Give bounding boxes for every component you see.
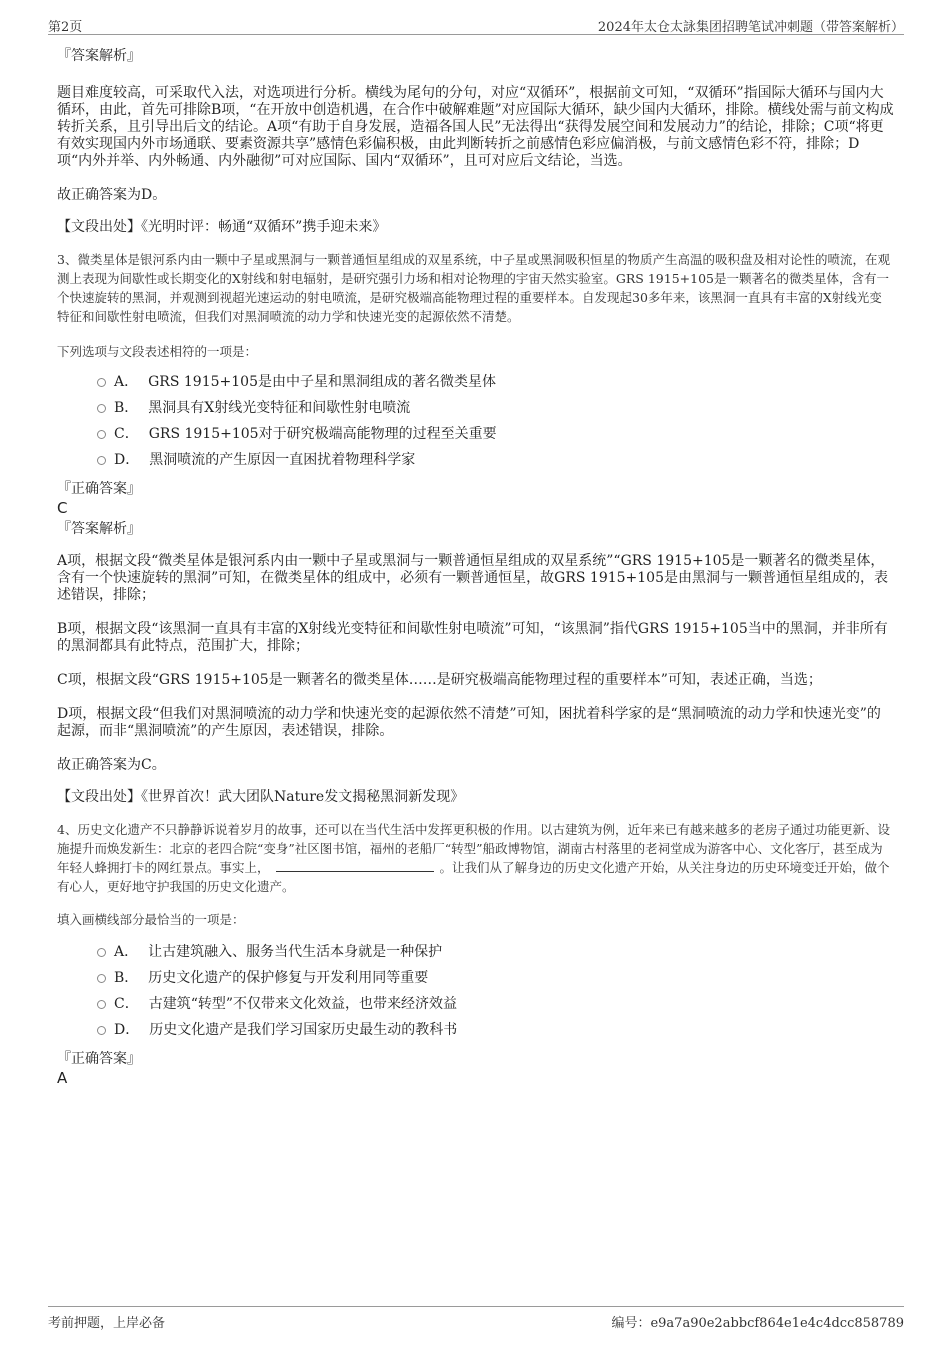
page-header (48, 14, 904, 35)
q2-analysis: 题目难度较高，可采取代入法，对选项进行分析。横线为尾句的分句，对应“双循环”，根据前文可知，“双循环”指国际大循环与国内大循环，由此，首先可排除B项，“在开放中创造机遇，在合作中破解难题”对应国际大循环，缺少国内大循环，排除。横线处需与前文构成转折关系，且引导出后文的结论。A项“有助于自身发展，造福各国人民”无法得出“获得发展空间和发展动力”的结论，排除；C项“将更有效实现国内外市场通联、要素资源共享”感情色彩偏积极，由此判断转折之前感情色彩应偏消极，与前文感情色彩不符，排除；D项“内外并举、内外畅通、内外融彻”可对应国际、国内“双循环”，且可对应后文结论，当选。 (57, 85, 894, 169)
radio-button-icon[interactable] (97, 1026, 106, 1035)
option-text: 黑洞具有X射线光变特征和间歇性射电喷流 (148, 400, 411, 416)
q4-options (97, 939, 894, 1043)
q4-option-b[interactable]: B． 历史文化遗产的保护修复与开发利用同等重要 (97, 965, 894, 991)
q3-analysis-tag: 『答案解析』 (57, 521, 141, 537)
radio-button-icon[interactable] (97, 948, 106, 957)
option-text: 黑洞喷流的产生原因一直困扰着物理科学家 (149, 452, 416, 468)
page-number: 第2页 (48, 20, 83, 35)
option-text: GRS 1915+105对于研究极端高能物理的过程至关重要 (148, 426, 497, 442)
footer-slogan: 考前押题，上岸必备 (48, 1316, 166, 1331)
q3-analysis-b: B项，根据文段“该黑洞一直具有丰富的X射线光变特征和间歇性射电喷流”可知，“该黑洞”指代GRS 1915+105当中的黑洞，并非所有的黑洞都具有此特点，范围扩大，排除； (57, 621, 888, 654)
option-text: 让古建筑融入、服务当代生活本身就是一种保护 (148, 944, 443, 960)
q3-answer-tag: 『正确答案』 (57, 481, 141, 497)
radio-button-icon[interactable] (97, 430, 106, 439)
radio-button-icon[interactable] (97, 1000, 106, 1009)
radio-button-icon[interactable] (97, 974, 106, 983)
q3-option-d[interactable]: D． 黑洞喷流的产生原因一直困扰着物理科学家 (97, 447, 894, 473)
q4-prompt: 填入画横线部分最恰当的一项是： (57, 912, 245, 927)
radio-button-icon[interactable] (97, 456, 106, 465)
q3-option-b[interactable]: B． 黑洞具有X射线光变特征和间歇性射电喷流 (97, 395, 894, 421)
q4-answer: A (57, 1069, 68, 1087)
q3-analysis-a: A项，根据文段“微类星体是银河系内由一颗中子星或黑洞与一颗普通恒星组成的双星系统”“GRS 1915+105是一颗著名的微类星体，含有一个快速旋转的黑洞”可知，在微类星体的组成中，必须有一颗普通恒星，故GRS 1915+105是由黑洞与一颗普通恒星组成的，表述错误，排除； (57, 553, 889, 603)
q3-options (97, 369, 894, 473)
q3-option-c[interactable]: C． GRS 1915+105对于研究极端高能物理的过程至关重要 (97, 421, 894, 447)
option-text: GRS 1915+105是由中子星和黑洞组成的著名微类星体 (148, 374, 496, 390)
q4-option-a[interactable]: A． 让古建筑融入、服务当代生活本身就是一种保护 (97, 939, 894, 965)
q3-passage: 3、微类星体是银河系内由一颗中子星或黑洞与一颗普通恒星组成的双星系统，中子星或黑洞吸积恒星的物质产生高温的吸积盘及相对论性的喷流，在观测上表现为间歇性或长期变化的X射线和射电辐射，是研究强引力场和相对论物理的宇宙天然实验室。GRS 1915+105是一颗著名的微类星体，含有一个快速旋转的黑洞，并观测到视超光速运动的射电喷流，是研究极端高能物理过程的重要样本。自发现起30多年来，该黑洞一直具有丰富的X射线光变特征和间歇性射电喷流，但我们对黑洞喷流的动力学和快速光变的起源依然不清楚。 (57, 252, 890, 324)
option-text: 历史文化遗产的保护修复与开发利用同等重要 (148, 970, 429, 986)
q4-passage: 4、历史文化遗产不只静静诉说着岁月的故事，还可以在当代生活中发挥更积极的作用。以古建筑为例，近年来已有越来越多的老房子通过功能更新、设施提升而焕发新生：北京的老四合院“变身”社区图书馆，福州的老船厂“转型”船政博物馆，湖南古村落里的老祠堂成为游客中心、文化客厅，甚至成为年轻人蜂拥打卡的网红景点。事实上， 。让我们从了解身边的历史文化遗产开始，从关注身边的历史环境变迁开始，做个有心人，更好地守护我国的历史文化遗产。 (57, 822, 890, 894)
q3-source: 【文段出处】《世界首次！武大团队Nature发文揭秘黑洞新发现》 (57, 789, 465, 805)
page-footer (48, 1306, 904, 1329)
option-text: 历史文化遗产是我们学习国家历史最生动的教科书 (149, 1022, 458, 1038)
q3-analysis-c: C项，根据文段“GRS 1915+105是一颗著名的微类星体……是研究极端高能物理过程的重要样本”可知，表述正确，当选； (57, 672, 822, 688)
document-title: 2024年太仓太詠集团招聘笔试冲刺题（带答案解析） (597, 20, 904, 35)
q3-prompt: 下列选项与文段表述相符的一项是： (57, 344, 258, 359)
q2-source: 【文段出处】《光明时评：畅通“双循环”携手迎未来》 (57, 219, 387, 235)
radio-button-icon[interactable] (97, 378, 106, 387)
q2-conclusion: 故正确答案为D。 (57, 187, 167, 203)
q4-option-d[interactable]: D． 历史文化遗产是我们学习国家历史最生动的教科书 (97, 1017, 894, 1043)
option-text: 古建筑“转型”不仅带来文化效益，也带来经济效益 (148, 996, 458, 1012)
q2-analysis-tag: 『答案解析』 (57, 48, 141, 64)
q3-answer: C (57, 499, 68, 517)
radio-button-icon[interactable] (97, 404, 106, 413)
page-content (57, 44, 894, 1087)
fill-in-blank (276, 859, 434, 872)
q4-option-c[interactable]: C． 古建筑“转型”不仅带来文化效益，也带来经济效益 (97, 991, 894, 1017)
document-id: 编号：e9a7a90e2abbcf864e1e4c4dcc858789 (611, 1316, 904, 1331)
q3-option-a[interactable]: A． GRS 1915+105是由中子星和黑洞组成的著名微类星体 (97, 369, 894, 395)
q3-conclusion: 故正确答案为C。 (57, 757, 166, 773)
q3-analysis-d: D项，根据文段“但我们对黑洞喷流的动力学和快速光变的起源依然不清楚”可知，困扰着科学家的是“黑洞喷流的动力学和快速光变”的起源，而非“黑洞喷流”的产生原因，表述错误，排除。 (57, 706, 881, 739)
q4-answer-tag: 『正确答案』 (57, 1051, 141, 1067)
